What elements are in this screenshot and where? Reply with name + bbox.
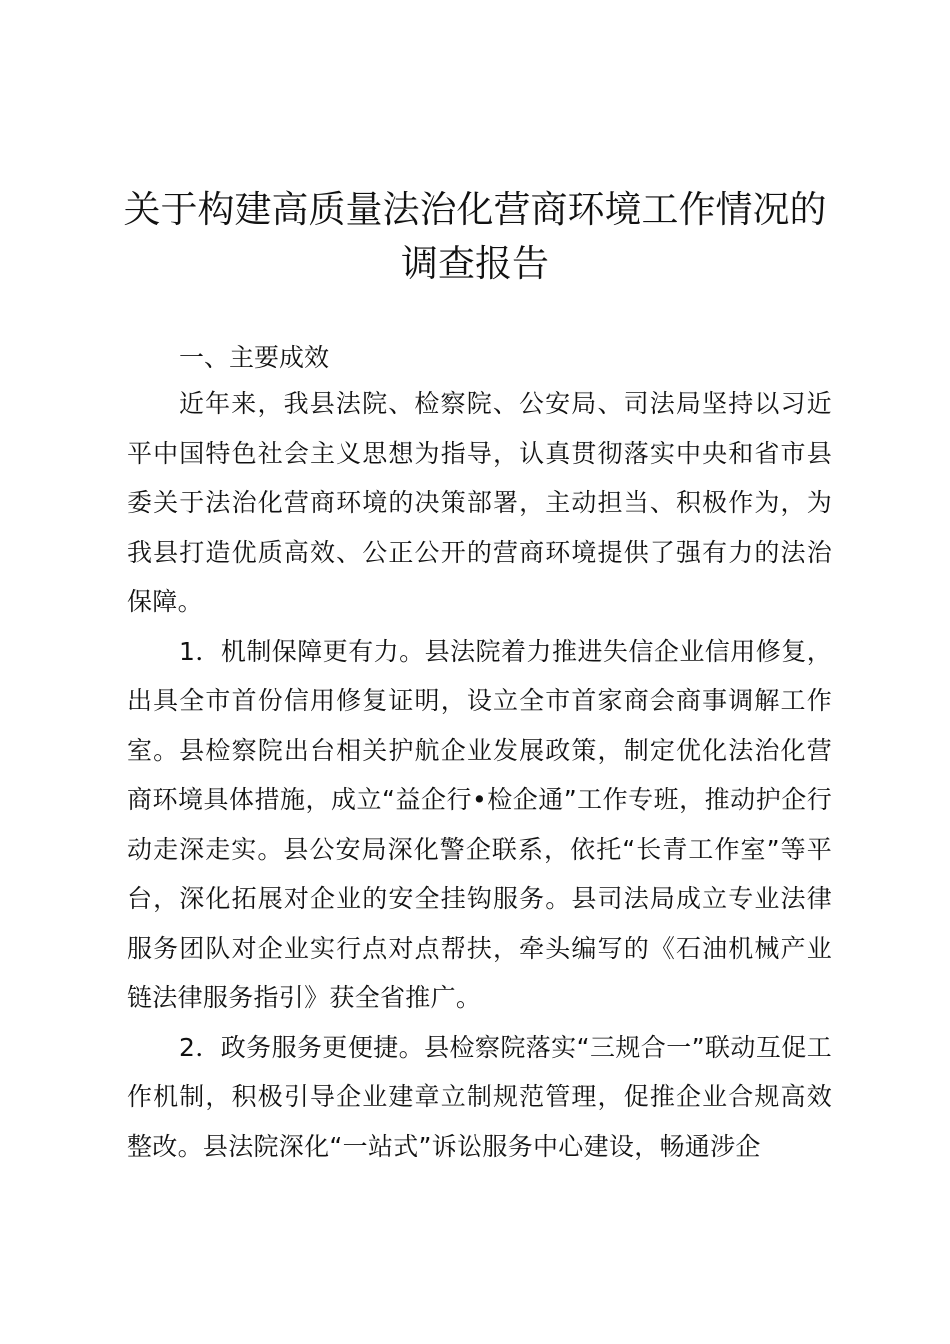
paragraph-intro: 近年来，我县法院、检察院、公安局、司法局坚持以习近平中国特色社会主义思想为指导，认真贯彻落实中央和省市县委关于法治化营商环境的决策部署，主动担当、积极作为，为我县打造优质高效、公正公开的营商环境提供了强有力的法治保障。 [127,389,832,616]
document-title: 关于构建高质量法治化营商环境工作情况的调查报告 [123,188,827,285]
document-body [127,337,832,1171]
paragraph-government-service: 2．政务服务更便捷。县检察院落实“三规合一”联动互促工作机制，积极引导企业建章立制规范管理，促推企业合规高效整改。县法院深化“一站式”诉讼服务中心建设，畅通涉企 [127,1032,832,1161]
section-heading: 一、主要成效 [179,343,330,372]
paragraph-mechanism: 1．机制保障更有力。县法院着力推进失信企业信用修复，出具全市首份信用修复证明，设立全市首家商会商事调解工作室。县检察院出台相关护航企业发展政策，制定优化法治化营商环境具体措施，成立“益企行•检企通”工作专班，推动护企行动走深走实。县公安局深化警企联系，依托“长青工作室”等平台，深化拓展对企业的安全挂钩服务。县司法局成立专业法律服务团队对企业实行点对点帮扶，牵头编写的《石油机械产业链法律服务指引》获全省推广。 [127,636,832,1012]
